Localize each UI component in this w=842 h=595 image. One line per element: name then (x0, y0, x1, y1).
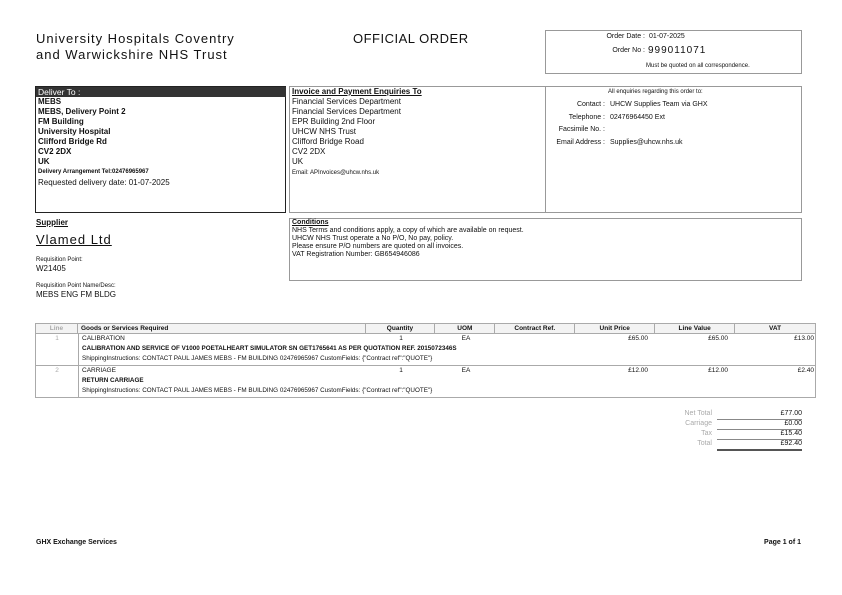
invoice-line: Financial Services Department (292, 97, 401, 106)
fax-label: Facsimile No. : (558, 126, 605, 133)
total-label: Net Total (684, 410, 712, 417)
col-header-quantity: Quantity (365, 324, 435, 334)
invoice-line: Clifford Bridge Road (292, 137, 364, 146)
quote-note: Must be quoted on all correspondence. (646, 63, 750, 69)
order-lines-table (35, 323, 816, 398)
conditions-box (289, 218, 802, 281)
col-header-contract: Contract Ref. (495, 324, 575, 334)
invoice-line: CV2 2DX (292, 147, 326, 156)
table-row (35, 366, 816, 398)
row-unit-price: £12.00 (628, 367, 648, 374)
page-number: Page 1 of 1 (764, 539, 801, 546)
total-label: Carriage (685, 420, 712, 427)
deliver-line: UK (38, 157, 50, 166)
order-info-box (545, 30, 802, 74)
row-shipping: ShippingInstructions: CONTACT PAUL JAMES MEBS - FM BUILDING 02476965967 CustomFields: {"Contract ref":"QUOTE"} (82, 387, 433, 394)
conditions-heading: Conditions (292, 219, 329, 226)
col-header-unit-price: Unit Price (575, 324, 655, 334)
row-qty: 1 (399, 335, 403, 342)
col-header-uom: UOM (435, 324, 495, 334)
supplier-section (36, 218, 286, 300)
order-no-label: Order No : (612, 47, 645, 54)
deliver-to-box (35, 86, 286, 213)
order-number: 999011071 (648, 45, 707, 56)
condition-line: Please ensure P/O numbers are quoted on all invoices. (292, 243, 464, 250)
col-header-line-value: Line Value (655, 324, 735, 334)
row-shipping: ShippingInstructions: CONTACT PAUL JAMES MEBS - FM BUILDING 02476965967 CustomFields: {"Contract ref":"QUOTE"} (82, 355, 433, 362)
row-qty: 1 (399, 367, 403, 374)
trust-name-line1: University Hospitals Coventry (36, 31, 235, 46)
enquiries-note: All enquiries regarding this order to: (608, 89, 703, 95)
requisition-point-label: Requisition Point: (36, 257, 83, 263)
document-title: OFFICIAL ORDER (353, 31, 469, 46)
condition-line: NHS Terms and conditions apply, a copy of which are available on request. (292, 227, 524, 234)
invoice-email: Email: APInvoices@uhcw.nhs.uk (292, 170, 380, 176)
requested-delivery-date: Requested delivery date: 01-07-2025 (38, 178, 170, 187)
grand-total-value: £92.40 (780, 440, 802, 447)
row-description: CALIBRATION AND SERVICE OF V1000 POETALHEART SIMULATOR SN GET1765641 AS PER QUOTATION REF. 2015072346S (82, 345, 457, 352)
enquiries-box (545, 86, 802, 213)
row-vat: £13.00 (794, 335, 814, 342)
contact-label: Contact : (576, 101, 605, 108)
invoice-line: Financial Services Department (292, 107, 401, 116)
col-header-goods: Goods or Services Required (77, 324, 365, 334)
row-line-number: 2 (36, 366, 79, 397)
telephone-label: Telephone : (568, 114, 605, 121)
invoice-box (289, 86, 546, 213)
requisition-point: W21405 (36, 264, 66, 273)
deliver-line: University Hospital (38, 127, 111, 136)
supplier-heading: Supplier (36, 218, 69, 227)
requisition-desc: MEBS ENG FM BLDG (36, 290, 117, 299)
row-item: CALIBRATION (82, 335, 125, 342)
order-date: 01-07-2025 (649, 33, 685, 40)
row-uom: EA (461, 335, 471, 342)
row-line-number: 1 (36, 334, 79, 365)
condition-line: UHCW NHS Trust operate a No P/O, No pay, policy. (292, 235, 454, 242)
footer-left: GHX Exchange Services (36, 539, 117, 546)
deliver-to-heading: Deliver To : (36, 87, 286, 97)
row-uom: EA (461, 367, 471, 374)
total-value: £15.40 (780, 430, 802, 437)
trust-name-line2: and Warwickshire NHS Trust (36, 47, 228, 62)
row-vat: £2.40 (797, 367, 814, 374)
deliver-line: Clifford Bridge Rd (38, 137, 107, 146)
total-value: £77.00 (780, 410, 802, 417)
deliver-line: MEBS (38, 97, 62, 106)
row-item: CARRIAGE (82, 367, 116, 374)
row-line-value: £12.00 (708, 367, 728, 374)
total-label: Tax (701, 430, 712, 437)
row-line-value: £65.00 (708, 335, 728, 342)
deliver-line: CV2 2DX (38, 147, 72, 156)
row-description: RETURN CARRIAGE (82, 377, 144, 384)
col-header-line: Line (36, 324, 78, 334)
invoice-heading: Invoice and Payment Enquiries To (292, 87, 422, 96)
invoice-line: UHCW NHS Trust (292, 127, 356, 136)
email-value: Supplies@uhcw.nhs.uk (610, 139, 683, 146)
deliver-line: MEBS, Delivery Point 2 (38, 107, 126, 116)
requisition-desc-label: Requisition Point Name/Desc: (36, 283, 116, 289)
total-row (640, 440, 802, 452)
totals-block (640, 410, 802, 452)
telephone-value: 02476964450 Ext (610, 114, 665, 121)
condition-line: VAT Registration Number: GB654946086 (292, 251, 420, 258)
total-row (640, 410, 802, 420)
table-row (35, 334, 816, 366)
invoice-line: EPR Building 2nd Floor (292, 117, 376, 126)
col-header-vat: VAT (735, 324, 816, 334)
delivery-arrangement: Delivery Arrangement Tel:02476965967 (38, 169, 149, 175)
email-label: Email Address : (556, 139, 605, 146)
contact-value: UHCW Supplies Team via GHX (610, 101, 708, 108)
total-value: £0.00 (784, 420, 802, 427)
row-unit-price: £65.00 (628, 335, 648, 342)
order-date-label: Order Date : (606, 33, 645, 40)
total-label: Total (697, 440, 712, 447)
invoice-line: UK (292, 157, 304, 166)
supplier-name: Vlamed Ltd (36, 232, 112, 247)
deliver-line: FM Building (38, 117, 84, 126)
total-row (640, 420, 802, 430)
total-row (640, 430, 802, 440)
